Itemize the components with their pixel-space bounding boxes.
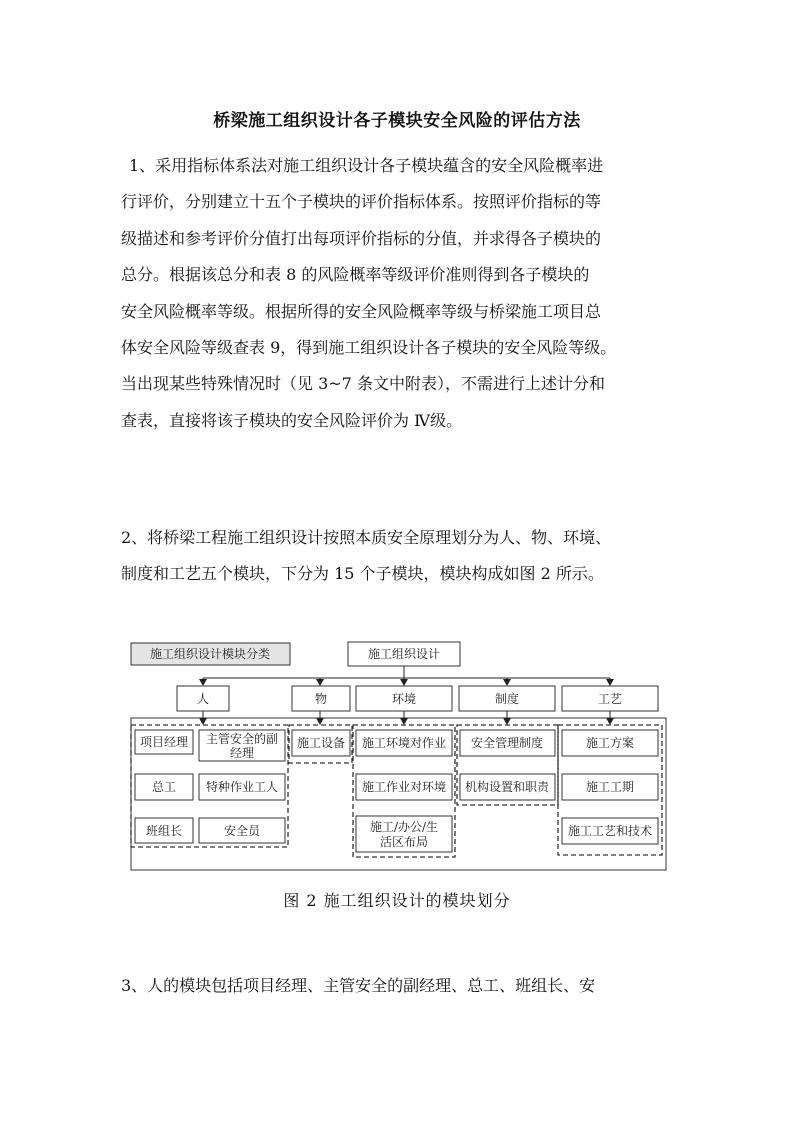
module-label-object: 物 <box>314 692 328 706</box>
figure-caption: 图 2 施工组织设计的模块划分 <box>283 891 511 910</box>
module-label-person: 人 <box>196 692 210 706</box>
legend-label: 施工组织设计模块分类 <box>149 647 271 661</box>
module-label-process: 工艺 <box>597 692 623 706</box>
paragraph-line: 行评价，分别建立十五个子模块的评价指标体系。按照评价指标的等 <box>121 192 602 212</box>
submodule-label: 施工工艺和技术 <box>567 824 653 838</box>
submodule-label: 班组长 <box>145 824 183 838</box>
submodule-label: 活区布局 <box>379 835 429 849</box>
submodule-label: 施工环境对作业 <box>361 736 447 750</box>
paragraph-line: 当出现某些特殊情况时（见 3~7 条文中附表），不需进行上述计分和 <box>121 374 605 394</box>
paragraph-line: 体安全风险等级查表 9，得到施工组织设计各子模块的安全风险等级。 <box>121 337 617 357</box>
paragraph-line: 制度和工艺五个模块，下分为 15 个子模块，模块构成如图 2 所示。 <box>121 564 604 584</box>
paragraph-line: 查表，直接将该子模块的安全风险评价为 Ⅳ级。 <box>121 410 463 430</box>
module-label-system: 制度 <box>494 692 520 706</box>
paragraph-line: 3、人的模块包括项目经理、主管安全的副经理、总工、班组长、安 <box>121 976 596 995</box>
submodule-label: 施工作业对环境 <box>361 780 447 794</box>
paragraph-line: 级描述和参考评价分值打出每项评价指标的分值，并求得各子模块的 <box>121 228 602 248</box>
submodule-label: 项目经理 <box>139 735 189 749</box>
submodule-label: 安全管理制度 <box>470 736 544 750</box>
submodule-label: 特种作业工人 <box>205 780 279 794</box>
submodule-label: 主管安全的副 <box>205 732 279 746</box>
submodule-label: 施工/办公/生 <box>369 820 439 834</box>
module-label-environment: 环境 <box>391 692 417 706</box>
submodule-label: 施工方案 <box>585 736 635 750</box>
paragraph-line: 总分。根据该总分和表 8 的风险概率等级评价准则得到各子模块的 <box>121 265 590 285</box>
submodule-label: 安全员 <box>223 824 261 838</box>
paragraph-line: 1、采用指标体系法对施工组织设计各子模块蕴含的安全风险概率进 <box>129 156 604 175</box>
submodule-label: 施工设备 <box>296 736 346 750</box>
paragraph-line: 安全风险概率等级。根据所得的安全风险概率等级与桥梁施工项目总 <box>121 301 602 321</box>
submodule-label: 机构设置和职责 <box>464 780 550 794</box>
paragraph-line: 2、将桥梁工程施工组织设计按照本质安全原理划分为人、物、环境、 <box>121 528 612 547</box>
submodule-label: 经理 <box>229 746 255 760</box>
submodule-label: 总工 <box>151 780 177 794</box>
root-label: 施工组织设计 <box>367 647 441 661</box>
paragraph-3 <box>121 968 681 1004</box>
document-title: 桥梁施工组织设计各子模块安全风险的评估方法 <box>213 111 581 131</box>
submodule-label: 施工工期 <box>585 780 635 794</box>
